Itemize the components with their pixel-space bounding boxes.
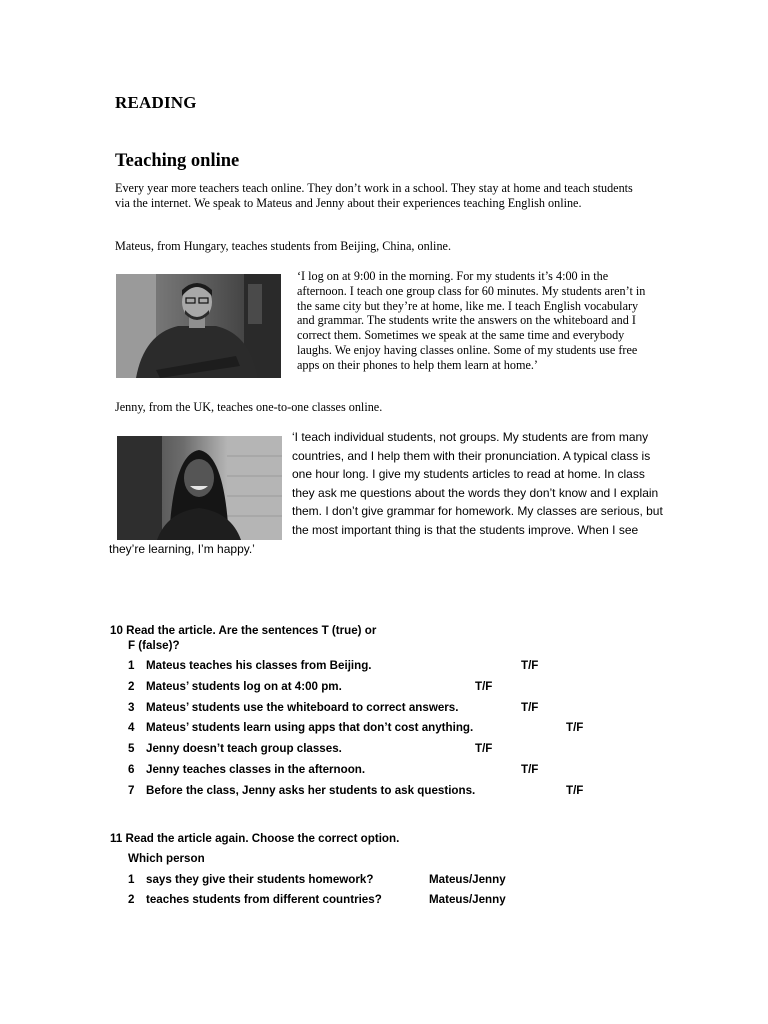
exercise-10-instruction-line2: F (false)?	[128, 639, 180, 652]
item-text: says they give their students homework?	[146, 873, 374, 886]
item-text: Mateus teaches his classes from Beijing.	[146, 659, 372, 672]
item-text: Mateus’ students learn using apps that don’t cost anything.	[146, 721, 474, 734]
jenny-intro: Jenny, from the UK, teaches one-to-one classes online.	[115, 400, 383, 414]
exercise-11-number: 11	[110, 832, 123, 845]
item-number: 1	[128, 873, 135, 886]
jenny-quote: ‘I teach individual students, not groups. My students are from many countries, and I help them with their pronunciation. A typical class is one hour long. I give my students articles to read at home. In class they ask me questions about the words they don’t know and I explain them. I don’t give grammar for homework. My classes are serious, but the most important thing is that the students improve. When I see they’re learning, I’m happy.’	[109, 430, 663, 556]
item-text: Mateus’ students log on at 4:00 pm.	[146, 680, 342, 693]
person-option[interactable]: Mateus/Jenny	[429, 893, 506, 906]
exercise-11-instruction-text: Read the article again. Choose the correct option.	[125, 832, 400, 845]
tf-option[interactable]: T/F	[521, 701, 539, 714]
tf-option[interactable]: T/F	[475, 742, 493, 755]
mateus-portrait-illustration	[116, 274, 281, 378]
tf-option[interactable]: T/F	[475, 680, 493, 693]
item-number: 2	[128, 680, 135, 693]
exercise-10-instruction	[110, 624, 376, 637]
item-number: 4	[128, 721, 135, 734]
item-number: 6	[128, 763, 135, 776]
mateus-photo	[116, 274, 281, 378]
item-text: teaches students from different countries?	[146, 893, 382, 906]
item-text: Jenny teaches classes in the afternoon.	[146, 763, 366, 776]
exercise-10-instruction-line1: Read the article. Are the sentences T (true) or	[126, 624, 377, 637]
item-number: 3	[128, 701, 135, 714]
tf-option[interactable]: T/F	[566, 784, 584, 797]
article-intro: Every year more teachers teach online. They don’t work in a school. They stay at home and teach students via the internet. We speak to Mateus and Jenny about their experiences teaching English online.	[115, 181, 633, 210]
item-text: Mateus’ students use the whiteboard to correct answers.	[146, 701, 459, 714]
item-number: 1	[128, 659, 135, 672]
article-title: Teaching online	[115, 151, 240, 171]
exercise-10-number: 10	[110, 624, 123, 637]
tf-option[interactable]: T/F	[521, 659, 539, 672]
item-text: Jenny doesn’t teach group classes.	[146, 742, 342, 755]
mateus-intro: Mateus, from Hungary, teaches students from Beijing, China, online.	[115, 239, 451, 253]
photo-float-spacer	[109, 428, 292, 538]
tf-option[interactable]: T/F	[566, 721, 584, 734]
item-number: 5	[128, 742, 135, 755]
person-option[interactable]: Mateus/Jenny	[429, 873, 506, 886]
item-number: 7	[128, 784, 135, 797]
item-number: 2	[128, 893, 135, 906]
section-title: READING	[115, 93, 197, 112]
exercise-11-instruction	[110, 832, 399, 845]
item-text: Before the class, Jenny asks her students to ask questions.	[146, 784, 476, 797]
exercise-11-prompt: Which person	[128, 852, 205, 865]
tf-option[interactable]: T/F	[521, 763, 539, 776]
mateus-quote: ‘I log on at 9:00 in the morning. For my students it’s 4:00 in the afternoon. I teach one group class for 60 minutes. My students aren’t in the same city but they’re at home, like me. I teach English vocabulary and grammar. The students write the answers on the whiteboard and I correct them. Sometimes we speak at the same time and everybody laughs. We enjoy having classes online. Some of my students use free apps on their phones to help them learn at home.’	[297, 269, 646, 372]
jenny-quote-block	[109, 428, 669, 558]
